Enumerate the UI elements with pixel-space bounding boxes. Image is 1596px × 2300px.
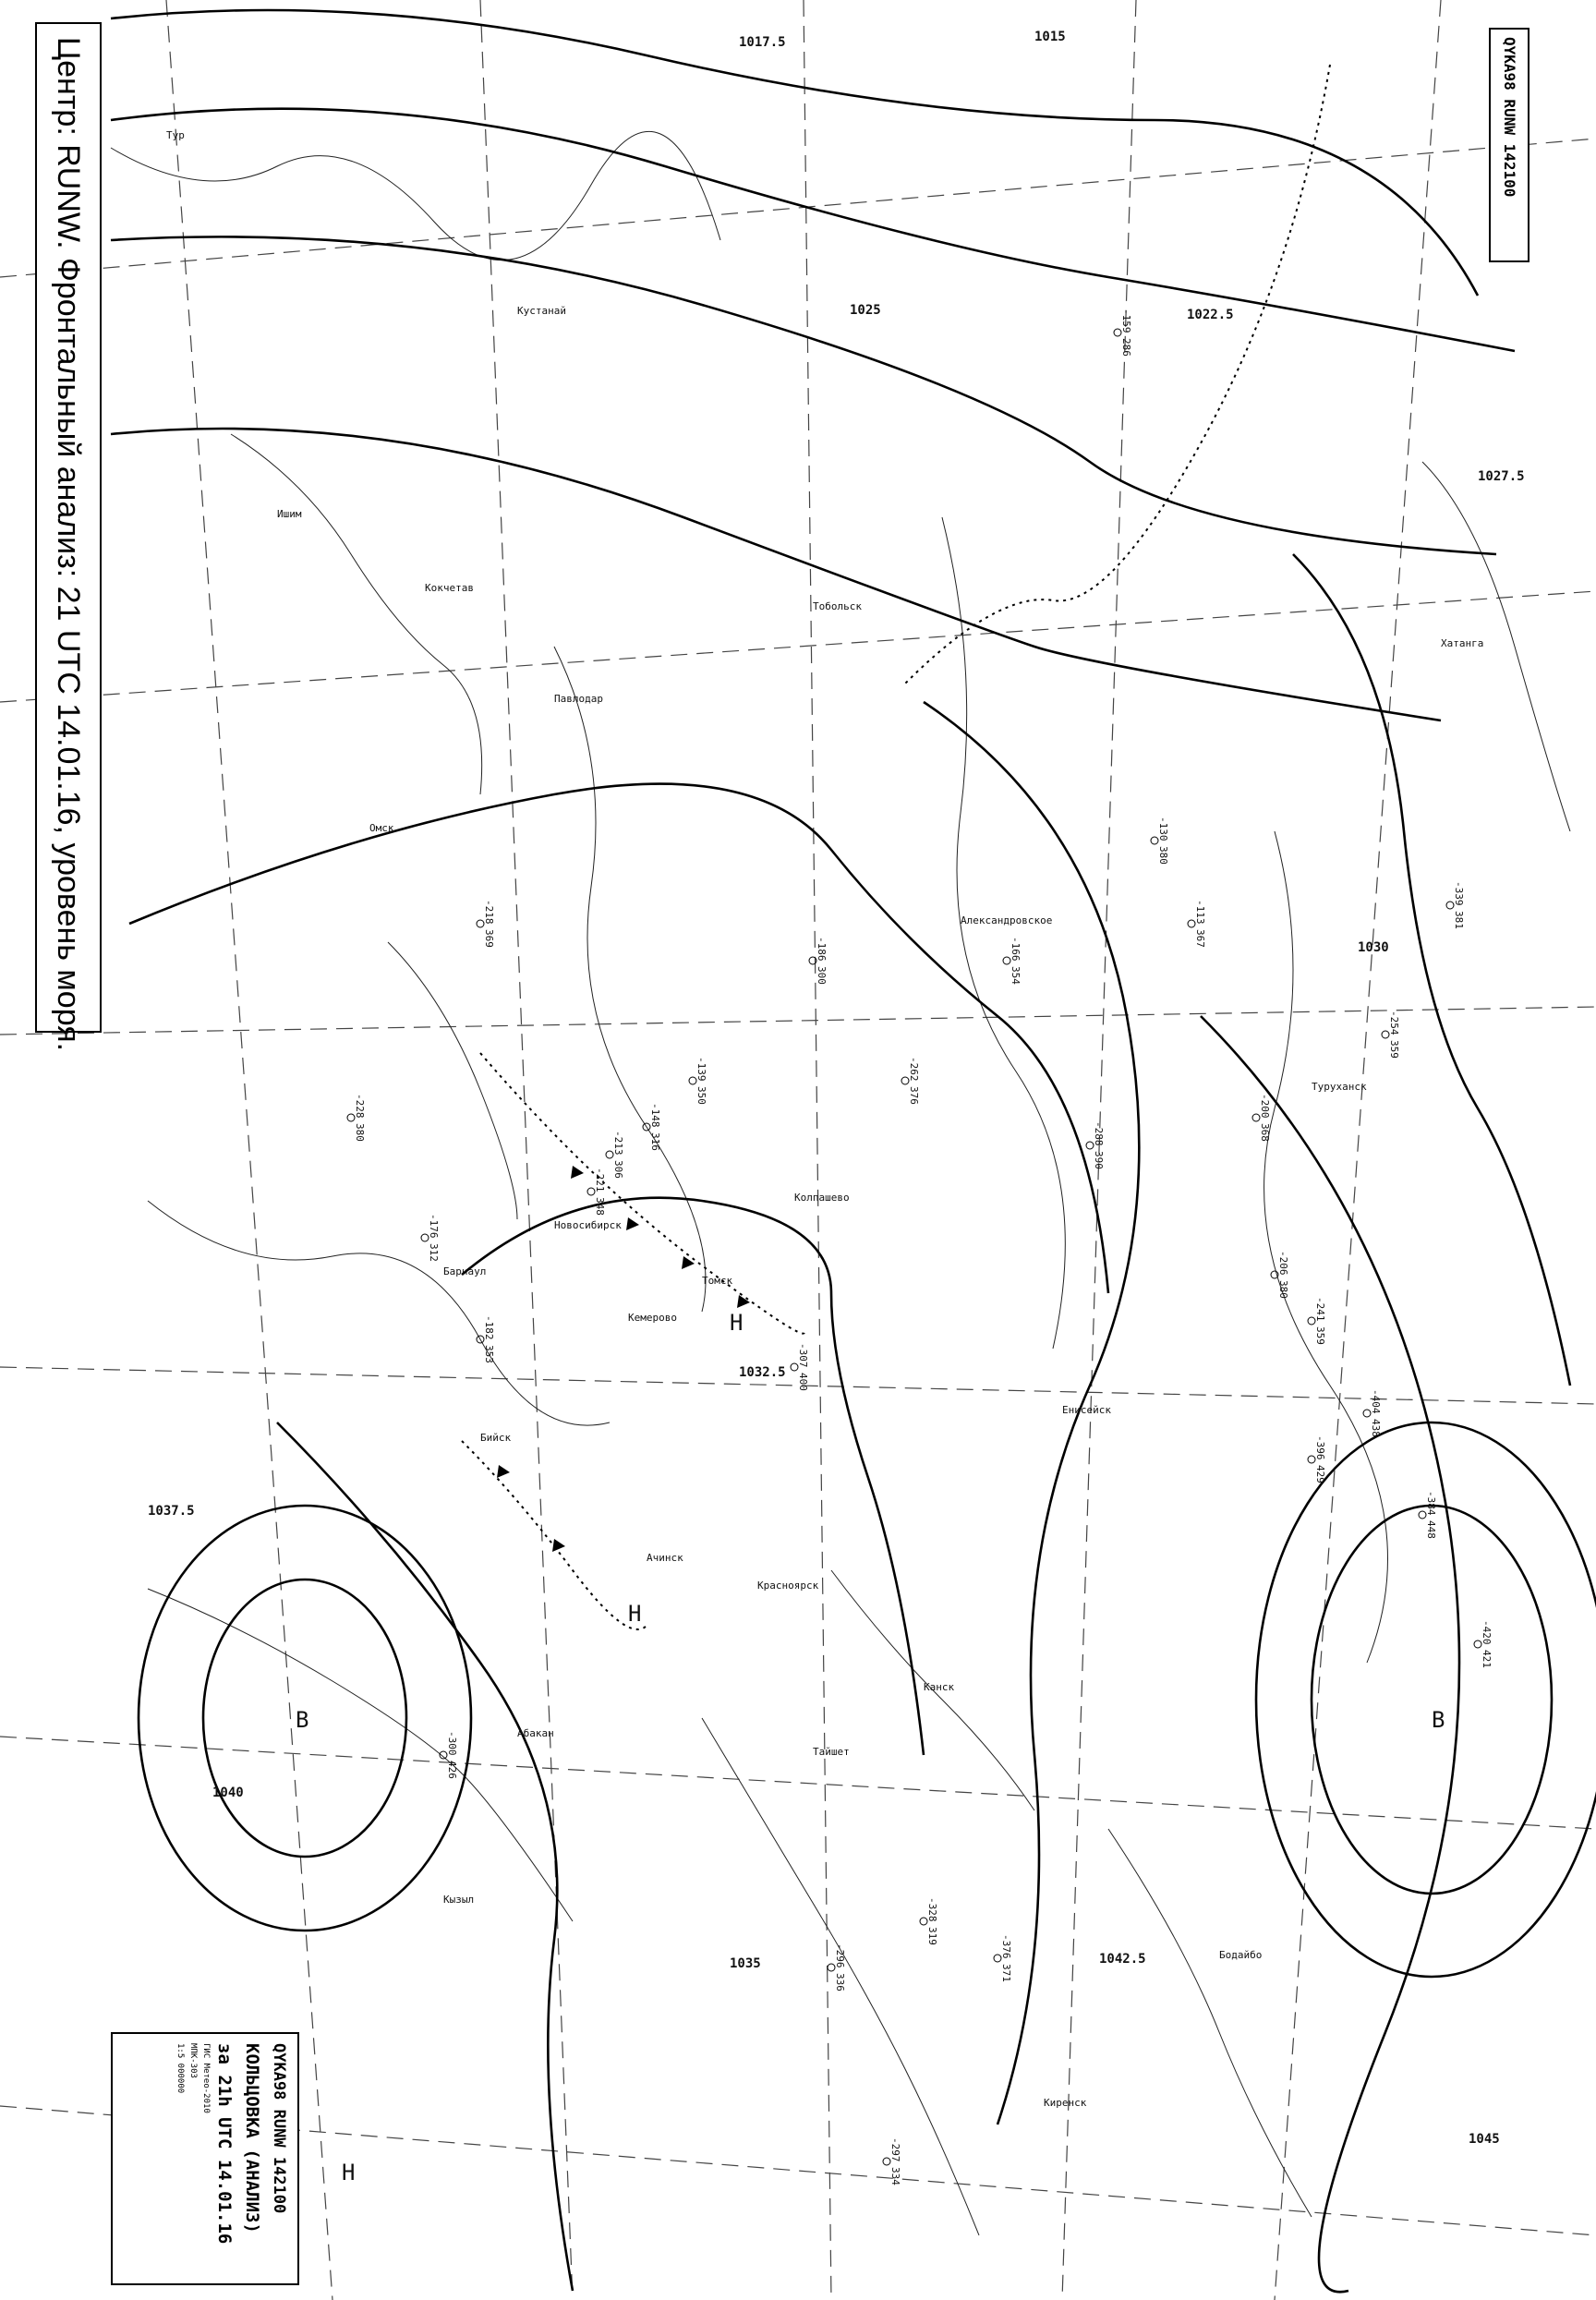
place-name: Кемерово — [628, 1312, 677, 1324]
station-pressure: 376 — [908, 1086, 920, 1105]
station-pressure: 353 — [483, 1345, 495, 1363]
stamp-software: ГИС Метео-2010 — [201, 2043, 211, 2113]
station-temperature: -148 — [649, 1103, 661, 1128]
station-temperature: -420 — [1481, 1620, 1493, 1645]
place-name: Бодайбо — [1219, 1949, 1263, 1961]
station-pressure: 438 — [1370, 1419, 1382, 1437]
pressure-center-low: Н — [342, 2160, 356, 2185]
isobar-label: 1042.5 — [1099, 1952, 1146, 1967]
station-temperature: -297 — [889, 2137, 901, 2162]
station-temperature: -254 — [1388, 1011, 1400, 1035]
place-name: Абакан — [517, 1727, 554, 1739]
station-temperature: -218 — [483, 900, 495, 925]
station-pressure: 334 — [889, 2167, 901, 2185]
station-pressure: 367 — [1194, 929, 1206, 948]
station-temperature: -241 — [1314, 1297, 1326, 1322]
station-temperature: -288 — [1093, 1121, 1105, 1146]
station-pressure: 312 — [428, 1243, 440, 1262]
station-temperature: -228 — [354, 1094, 366, 1119]
place-name: Александровское — [961, 914, 1053, 926]
place-name: Туруханск — [1312, 1081, 1367, 1093]
bulletin-code-box — [1489, 28, 1530, 262]
place-name: Ишим — [277, 508, 302, 520]
station-pressure: 336 — [834, 1973, 846, 1991]
place-name: Томск — [702, 1275, 733, 1287]
station-pressure: 354 — [1010, 966, 1022, 985]
place-name: Красноярск — [757, 1580, 819, 1592]
bulletin-code: QYKA98 RUNW 142100 — [1501, 37, 1518, 198]
stamp-bulletin: QYKA98 RUNW 142100 — [270, 2043, 288, 2214]
isobar-label: 1035 — [730, 1956, 761, 1971]
place-name: Киренск — [1044, 2097, 1087, 2109]
place-name: Бийск — [480, 1432, 512, 1444]
station-temperature: -296 — [834, 1943, 846, 1968]
stamp-system: МПК-303 — [188, 2043, 198, 2078]
station-pressure: 429 — [1314, 1465, 1326, 1483]
stamp-scale: 1:5 000000 — [175, 2043, 185, 2094]
isobar-label: 1030 — [1358, 940, 1389, 955]
station-pressure: 448 — [1425, 1520, 1437, 1539]
map-title: Центр: RUNW. Фронтальный анализ: 21 UTC 14.01.16, уровень моря. — [51, 37, 86, 1052]
station-pressure: 369 — [483, 929, 495, 948]
station-pressure: 380 — [1277, 1280, 1289, 1299]
place-name: Тур — [166, 129, 185, 141]
station-pressure: 421 — [1481, 1650, 1493, 1668]
station-temperature: -396 — [1314, 1435, 1326, 1460]
place-name: Кустанай — [517, 305, 566, 317]
isobar-label: 1027.5 — [1478, 469, 1525, 484]
isobar-label: 1022.5 — [1187, 308, 1234, 322]
place-name: Канск — [924, 1681, 955, 1693]
station-pressure: 350 — [695, 1086, 707, 1105]
station-pressure: 400 — [797, 1373, 809, 1391]
station-temperature: -200 — [1259, 1094, 1271, 1119]
station-temperature: -404 — [1370, 1389, 1382, 1414]
pressure-center-high: В — [296, 1707, 309, 1733]
station-temperature: -339 — [1453, 881, 1465, 906]
station-pressure: 381 — [1453, 911, 1465, 929]
station-temperature: -384 — [1425, 1491, 1437, 1516]
place-name: Хатанга — [1441, 637, 1484, 649]
pressure-center-low: Н — [628, 1601, 642, 1627]
station-pressure: 300 — [816, 966, 828, 985]
station-pressure: 390 — [1093, 1151, 1105, 1169]
station-temperature: -130 — [1157, 817, 1169, 841]
station-pressure: 426 — [446, 1761, 458, 1779]
place-name: Омск — [369, 822, 394, 834]
isobar-label: 1037.5 — [148, 1504, 195, 1519]
station-temperature: -376 — [1000, 1934, 1012, 1959]
station-pressure: 380 — [1157, 846, 1169, 865]
station-pressure: 368 — [1259, 1123, 1271, 1142]
place-name: Новосибирск — [554, 1219, 622, 1231]
station-temperature: -300 — [446, 1731, 458, 1756]
station-temperature: -262 — [908, 1057, 920, 1082]
map-title-box — [35, 22, 102, 1052]
place-name: Тайшет — [813, 1746, 850, 1758]
place-name: Барнаул — [443, 1265, 487, 1277]
isobar-label: 1045 — [1469, 2132, 1500, 2147]
place-name: Енисейск — [1062, 1404, 1111, 1416]
station-pressure: 286 — [1120, 338, 1132, 357]
station-temperature: -113 — [1194, 900, 1206, 925]
pressure-center-low: Н — [730, 1310, 744, 1336]
place-name: Кокчетав — [425, 582, 474, 594]
station-pressure: 371 — [1000, 1964, 1012, 1982]
map-stamp — [111, 2032, 299, 2285]
place-name: Тобольск — [813, 600, 862, 612]
isobar-label: 1015 — [1034, 30, 1066, 44]
station-temperature: -206 — [1277, 1251, 1289, 1276]
station-pressure: 319 — [926, 1927, 938, 1945]
isobar-label: 1040 — [212, 1786, 244, 1800]
place-name: Кызыл — [443, 1894, 475, 1906]
station-pressure: 316 — [649, 1132, 661, 1151]
station-temperature: -176 — [428, 1214, 440, 1239]
isobar-label: 1032.5 — [739, 1365, 786, 1380]
station-pressure: 348 — [594, 1197, 606, 1216]
station-pressure: 380 — [354, 1123, 366, 1142]
station-pressure: 306 — [612, 1160, 624, 1179]
map-stamp-content — [113, 2034, 297, 2283]
station-temperature: -186 — [816, 937, 828, 962]
place-name: Колпашево — [794, 1192, 850, 1204]
station-temperature: -182 — [483, 1315, 495, 1340]
place-name: Ачинск — [647, 1552, 683, 1564]
station-pressure: 359 — [1314, 1326, 1326, 1345]
station-temperature: -213 — [612, 1131, 624, 1156]
isobar-label: 1025 — [850, 303, 881, 318]
station-temperature: -166 — [1010, 937, 1022, 962]
stamp-product: КОЛЬЦОВКА (АНАЛИЗ) — [242, 2043, 262, 2233]
station-temperature: -307 — [797, 1343, 809, 1368]
isobar-label: 1017.5 — [739, 35, 786, 50]
station-temperature: -139 — [695, 1057, 707, 1082]
station-temperature: -328 — [926, 1897, 938, 1922]
place-name: Павлодар — [554, 693, 603, 705]
station-temperature: -221 — [594, 1168, 606, 1192]
pressure-center-high: В — [1432, 1707, 1445, 1733]
stamp-time: за 21h UTC 14.01.16 — [214, 2043, 235, 2245]
station-pressure: 359 — [1388, 1040, 1400, 1059]
station-temperature: -159 — [1120, 309, 1132, 333]
